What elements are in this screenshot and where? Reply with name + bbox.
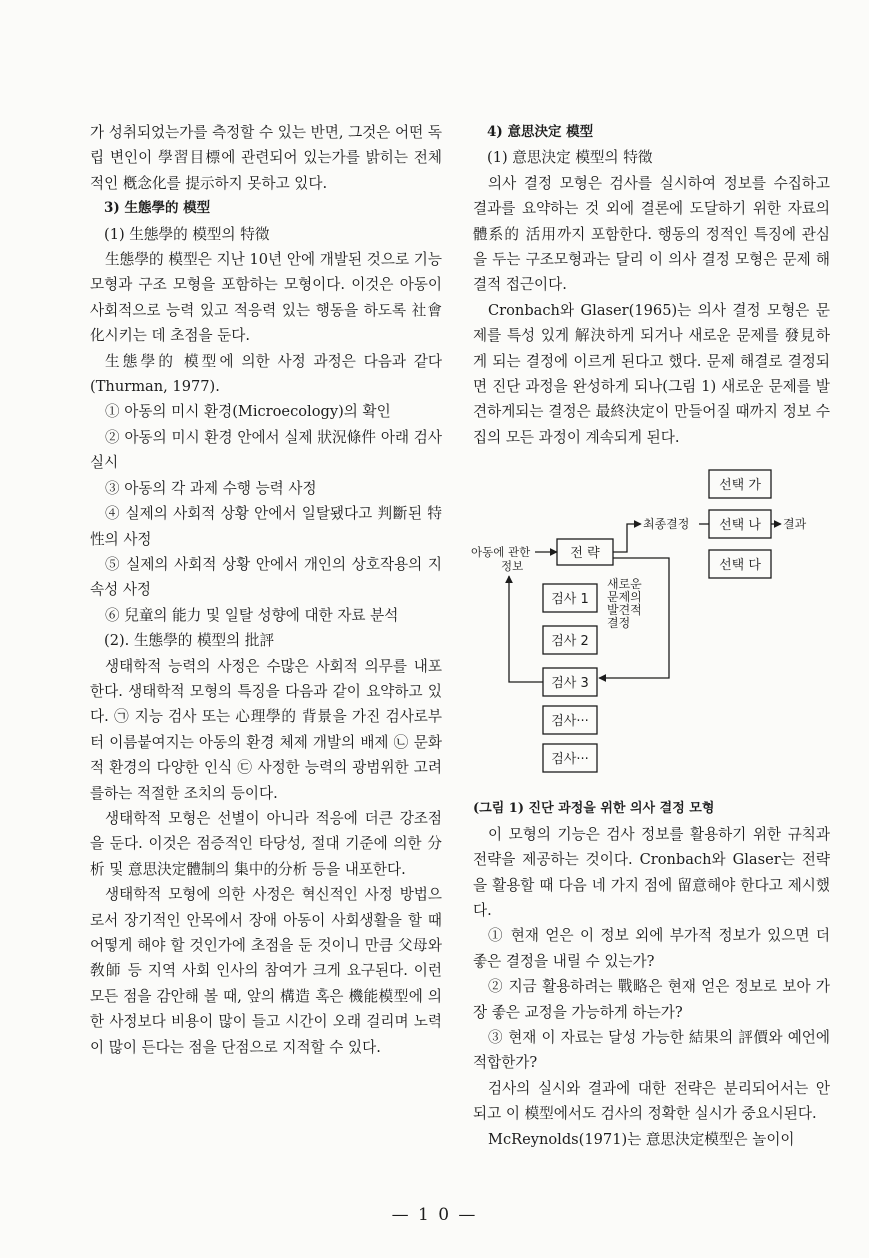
list-item: ① 아동의 미시 환경(Microecology)의 확인 xyxy=(105,403,391,421)
choice-label: 선택 가 xyxy=(719,478,761,494)
paragraph: 이 모형의 기능은 검사 정보를 활용하기 위한 규칙과 전략을 제공하는 것이다. Cronbach와 Glaser는 전략을 활용할 때 다음 네 가지 점에 留意해야 한다고 제시했다. xyxy=(473,825,830,919)
list-item: ① 현재 얻은 이 정보 외에 부가적 정보가 있으면 더 좋은 결정을 내릴 수 있는가? xyxy=(473,927,830,970)
paragraph: 生態學的 模型은 지난 10년 안에 개발된 것으로 기능 모형과 구조 모형을 포함하는 모형이다. 이것은 아동이 사회적으로 능력 있고 적응력 있는 행동을 하도록 社會化시키는 데 초점을 둔다. xyxy=(90,251,442,345)
list-item: ⑥ 兒童의 能力 및 일탈 성향에 대한 자료 분석 xyxy=(105,606,399,624)
list-item: ③ 현재 이 자료는 달성 가능한 結果의 評價와 예언에 적합한가? xyxy=(473,1028,830,1072)
paragraph: 가 성취되었는가를 측정할 수 있는 반면, 그것은 어떤 독립 변인이 學習目標에 관련되어 있는가를 밝히는 전체적인 槪念化를 提示하지 못하고 있다. xyxy=(90,124,442,192)
subsection-title: (1) 意思決定 模型의 特徵 xyxy=(487,149,653,167)
new-problem-label: 새로운 xyxy=(607,577,642,592)
paragraph: 검사의 실시와 결과에 대한 전략은 분리되어서는 안 되고 이 模型에서도 검사의 정확한 실시가 중요시된다. xyxy=(473,1079,830,1123)
paragraph: 생태학적 모형에 의한 사정은 혁신적인 사정 방법으로서 장기적인 안목에서 장애 아동이 사회생활을 할 때 어떻게 해야 할 것인가에 초점을 둔 것이니 만큼 父母와 敎師 등 지역 사회 인사의 참여가 크게 요구된다. 이런 모든 점을 감안해 볼 때, 앞의 構造 혹은 機能模型에 의한 사정보다 비용이 많이 들고 시간이 오래 걸리며 노력이 많이 든다는 점을 단점으로 지적할 수 있다. xyxy=(90,886,442,1056)
test-label: 검사··· xyxy=(551,752,589,768)
test-label: 검사 2 xyxy=(551,634,589,650)
final-decision-label: 최종결정 xyxy=(643,517,690,532)
paragraph: 의사 결정 모형은 검사를 실시하여 정보를 수집하고 결과를 요약하는 것 외에 결론에 도달하기 위한 자료의 體系的 活用까지 포함한다. 행동의 정적인 특징에 관심을 두는 구조모형과는 달리 이 의사 결정 모형은 문제 해결적 접근이다. xyxy=(473,174,830,294)
section-heading: 3) 生態學的 模型 xyxy=(104,200,211,217)
paragraph: 생태학적 모형은 선별이 아니라 적응에 더큰 강조점을 둔다. 이것은 점증적인 타당성, 절대 기준에 의한 分析 및 意思決定體制의 集中的分析 등을 내포한다. xyxy=(90,809,442,878)
figure-caption: (그림 1) 진단 과정을 위한 의사 결정 모형 xyxy=(473,801,715,817)
subsection-title: (2). 生態學的 模型의 批評 xyxy=(104,632,275,650)
list-item: ⑤ 실제의 사회적 상황 안에서 개인의 상호작용의 지속성 사정 xyxy=(90,555,442,599)
test-label: 검사··· xyxy=(551,714,589,730)
strategy-label: 전 략 xyxy=(570,546,600,562)
paragraph: 生態學的 模型에 의한 사정 과정은 다음과 같다(Thurman, 1977). xyxy=(90,352,442,396)
decision-model-diagram xyxy=(463,456,833,796)
left-column xyxy=(90,120,442,1060)
page-number: — 1 0 — xyxy=(391,1205,478,1225)
result-label: 결과 xyxy=(783,517,807,532)
list-item: ② 지금 활용하려는 戰略은 현재 얻은 정보로 보아 가장 좋은 교정을 가능하게 하는가? xyxy=(473,978,830,1021)
new-problem-label: 문제의 xyxy=(607,590,642,605)
paragraph: Cronbach와 Glaser(1965)는 의사 결정 모형은 문제를 특성 있게 解決하게 되거나 새로운 문제를 發見하게 되는 결정에 이르게 된다고 했다. 문제 해결로 결정되면 진단 과정을 완성하게 되나(그림 1) 새로운 문제를 발견하게되는 결정은 最終決定이 만들어질 때까지 정보 수집의 모든 과정이 계속되게 된다. xyxy=(473,301,830,446)
list-item: ④ 실제의 사회적 상황 안에서 일탈됐다고 判斷된 特性의 사정 xyxy=(90,505,442,548)
test-label: 검사 1 xyxy=(551,592,589,608)
test-label: 검사 3 xyxy=(551,676,589,692)
paragraph: McReynolds(1971)는 意思決定模型은 놀이이 xyxy=(488,1130,795,1148)
choice-label: 선택 나 xyxy=(719,518,761,534)
new-problem-label: 결정 xyxy=(607,616,631,631)
child-info-label: 정보 xyxy=(501,559,524,574)
new-problem-label: 발견적 xyxy=(607,603,642,618)
paragraph: 생태학적 능력의 사정은 수많은 사회적 의무를 내포한다. 생태학적 모형의 특징을 다음과 같이 요약하고 있다. ㉠ 지능 검사 또는 心理學的 背景을 가진 검사로부터 이름붙여지는 아동의 환경 체제 개발의 배제 ㉡ 문화적 환경의 다양한 인식 ㉢ 사정한 능력의 광범위한 고려를하는 적절한 조치의 등이다. xyxy=(90,657,442,802)
list-item: ② 아동의 미시 환경 안에서 실제 狀況條件 아래 검사 실시 xyxy=(90,428,442,472)
child-info-label: 아동에 관한 xyxy=(471,545,531,560)
subsection-title: (1) 生態學的 模型의 特徵 xyxy=(104,225,270,243)
choice-label: 선택 다 xyxy=(719,558,761,574)
list-item: ③ 아동의 각 과제 수행 능력 사정 xyxy=(105,479,317,497)
right-column xyxy=(473,120,830,1152)
section-heading: 4) 意思決定 模型 xyxy=(487,124,594,140)
